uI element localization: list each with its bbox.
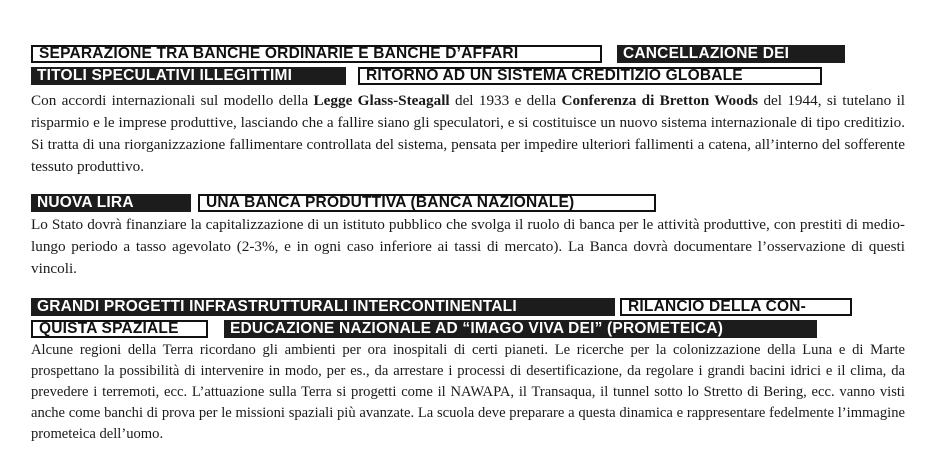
heading-educazione-nazionale: EDUCAZIONE NAZIONALE AD “IMAGO VIVA DEI” (PROMETEICA) [224, 320, 817, 338]
heading-titoli-speculativi: TITOLI SPECULATIVI ILLEGITTIMI [31, 67, 346, 85]
heading-banca-produttiva: UNA BANCA PRODUTTIVA (BANCA NAZIONALE) [198, 194, 656, 212]
section-nuova-lira [31, 194, 905, 280]
text-run: Con accordi internazionali sul modello della [31, 92, 314, 109]
bold-bretton-woods: Conferenza di Bretton Woods [561, 92, 759, 109]
heading-nuova-lira: NUOVA LIRA [31, 194, 191, 212]
section-headings [31, 298, 905, 342]
section-headings [31, 194, 905, 216]
paragraph-banking-separation [31, 90, 905, 178]
text-run: del 1933 e della [449, 92, 562, 109]
paragraph-banca-produttiva: Lo Stato dovrà finanziare la capitalizzazione di un istituto pubblico che svolga il ruolo di banca per le attività produttive, con prestiti di medio-lungo periodo a tasso agevolato (2-3%, e in ogni caso inferiore ai tassi di mercato). La Banca dovrà documentare l’osservazione di questi vincoli. [31, 216, 905, 277]
section-headings [31, 45, 905, 89]
section-banking-separation [31, 45, 905, 178]
heading-separazione-banche: SEPARAZIONE TRA BANCHE ORDINARIE E BANCHE D’AFFARI [31, 45, 602, 63]
heading-rilancio-conquista: RILANCIO DELLA CON- [620, 298, 852, 316]
heading-quista-spaziale: QUISTA SPAZIALE [31, 320, 208, 338]
heading-cancellazione: CANCELLAZIONE DEI [617, 45, 845, 63]
text-run: del 1944, si tutelano il risparmio e le imprese produttive, lasciando che a fallire siano gli speculatori, e si costituisce un nuovo sistema internazionale di tipo creditizio. Si tratta di una riorganizzazione fallimentare controllata del sistema, pensata per impedire ulteriori fallimenti a catena, all’interno del sofferente tessuto produttivo. [31, 92, 906, 175]
heading-ritorno-sistema: RITORNO AD UN SISTEMA CREDITIZIO GLOBALE [358, 67, 822, 85]
section-grandi-progetti [31, 298, 905, 445]
heading-grandi-progetti: GRANDI PROGETTI INFRASTRUTTURALI INTERCONTINENTALI [31, 298, 615, 316]
bold-glass-steagall: Legge Glass-Steagall [313, 92, 450, 109]
paragraph-grandi-progetti: Alcune regioni della Terra ricordano gli ambienti per ora inospitali di certi pianeti. Le ricerche per la colonizzazione della Luna e di Marte prospettano la possibilità di intervenire in modo, per es., da arrestare i processi di desertificazione, da regolare i grandi bacini idrici e il clima, da prevedere i terremoti, ecc. L’attuazione sulla Terra si progetti come il NAWAPA, il Transaqua, il tunnel sotto lo Stretto di Bering, ecc. vanno visti anche come banchi di prova per le missioni spaziali più avanzate. La scuola deve preparare a questa dinamica e rappresentare fedelmente l’immagine prometeica dell’uomo. [31, 342, 905, 442]
